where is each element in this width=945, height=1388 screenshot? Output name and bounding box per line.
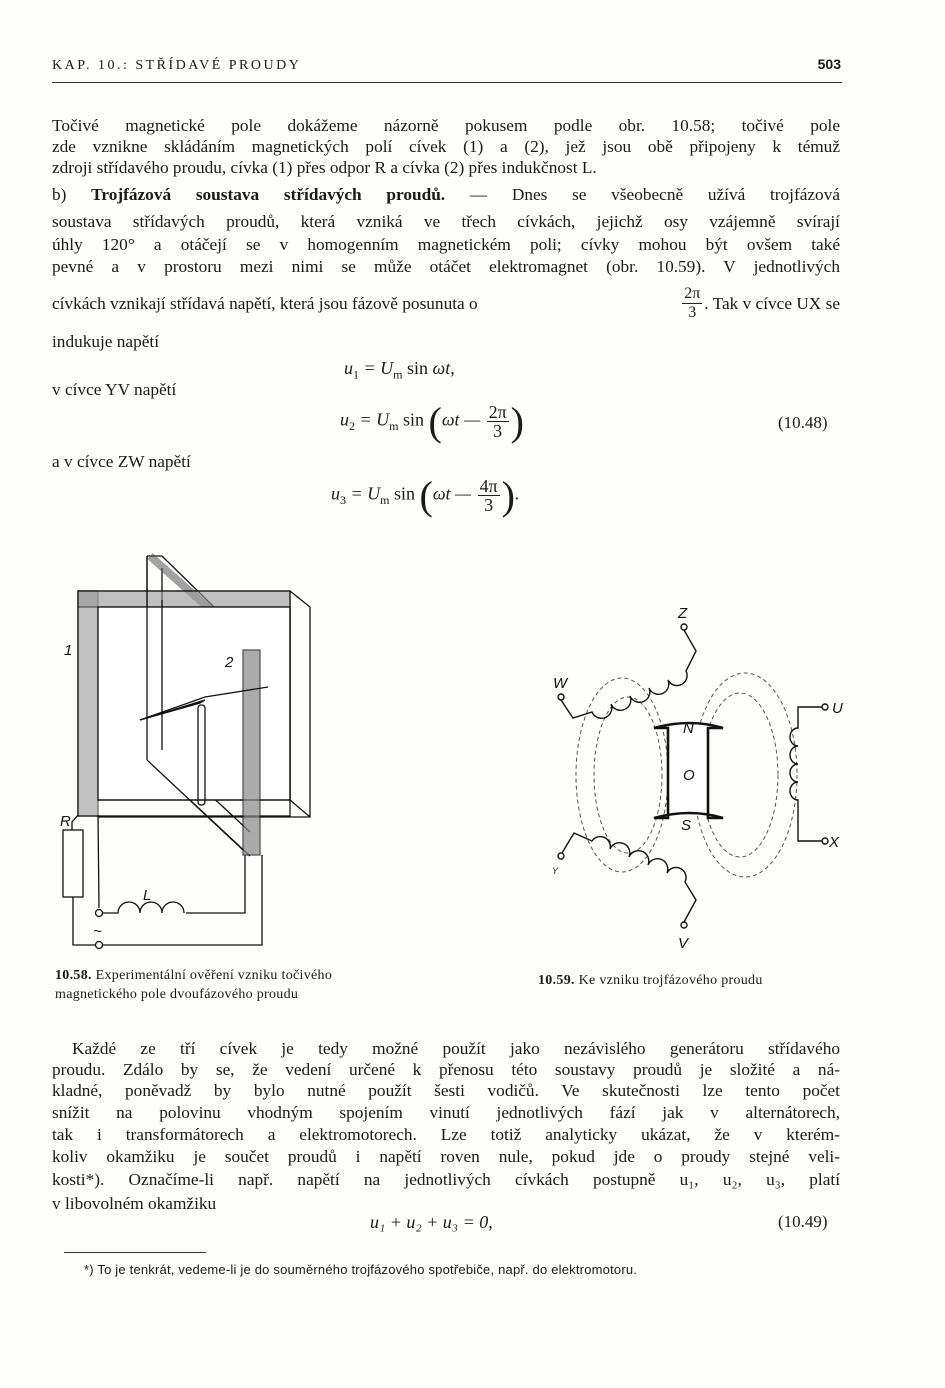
running-header: KAP. 10.: STŘÍDAVÉ PROUDY [52,58,302,73]
label-coil-2: 2 [225,654,234,671]
text-line: snížit na polovinu vhodným spojením vinutí jednotlivých fází jak v alternátorech, [52,1103,840,1122]
section-letter: b) [52,185,67,204]
equation-u1: $u_1 = U_m$ sin ωt, [344,358,455,382]
terminal-label-z: Z [678,605,688,622]
text-line: proudu. Zdálo by se, že vedení určené k přenosu této soustavy proudů je složité a ná- [52,1060,840,1079]
text-fragment: cívkách vznikají střídavá napětí, která jsou fázově posunuta o [52,293,478,313]
section-heading: Trojfázová soustava střídavých proudů. [91,185,446,204]
text-line: a v cívce ZW napětí [52,452,191,471]
label-resistor: R [60,813,71,830]
terminal-label-x: X [829,834,840,851]
text-line: soustava střídavých proudů, která vzniká ve třech cívkách, jejichž osy vzájemně svírají [52,212,840,231]
text-line: indukuje napětí [52,332,160,351]
label-inductor: L [143,887,152,904]
text-line: koliv okamžiku je součet proudů i napětí roven nule, pokud jde o proudy stejné veli- [52,1147,840,1166]
equation-sum: u₁ + u₂ + u₃ = 0, [370,1212,493,1232]
footnote: *) To je tenkrát, vedeme-li je do souměrného trojfázového spotřebiče, např. do elektromotoru. [84,1262,638,1277]
terminal-label-w: W [553,675,568,692]
terminal-label-y: Y [552,866,559,876]
caption-10-58: 10.58. Experimentální ověření vzniku točivého magnetického pole dvoufázového proudu [55,968,333,1002]
terminal-label-u: U [832,700,843,717]
text-line: kladné, poněvadž by bylo nutné použít šesti vodičů. Ve skutečnosti lze tento počet [52,1081,840,1100]
text-line: zde vznikne skládáním magnetických polí cívek (1) a (2), jež jsou obě připojeny k témuž [52,137,840,156]
footnote-rule [64,1252,206,1253]
fraction-denominator: 3 [688,304,697,321]
caption-10-59: 10.59. Ke vzniku trojfázového proudu [538,973,763,988]
text-line: kosti*). Označíme-li např. napětí na jednotlivých cívkách postupně u₁, u₂, u₃, platí [52,1170,840,1189]
equation-u3: $u_3 = U_m$ sin (ωt — $\frac{4\pi}{3}$ ). [331,473,520,518]
text-line: úhly 120° a otáčejí se v homogenním magnetickém poli; cívky mohou být ovšem také [52,235,840,254]
axis-label-o: O [683,767,695,784]
text-line: v cívce YV napětí [52,380,177,399]
label-coil-1: 1 [64,642,73,659]
text-line: Každé ze tří cívek je tedy možné použít jako nezávislého generátoru střídavého [72,1039,840,1058]
pole-label-s: S [681,817,692,834]
text-line: v libovolném okamžiku [52,1194,217,1213]
text-line: pevné a v prostoru mezi nimi se může otáčet elektromagnet (obr. 10.59). V jednotlivých [52,257,840,276]
text-line: Točivé magnetické pole dokážeme názorně pokusem podle obr. 10.58; točivé pole [52,116,840,135]
equation-number: (10.48) [778,413,828,432]
page-number: 503 [817,56,841,72]
label-ac-source: ~ [93,923,102,940]
fraction-numerator: 2π [684,285,701,302]
terminal-label-v: V [678,935,689,952]
text-fragment: . Tak v cívce UX se [704,293,840,313]
text-fragment: — Dnes se všeobecně užívá trojfázová [469,185,841,204]
equation-u2: $u_2 = U_m$ sin (ωt — $\frac{2\pi}{3}$ ) [340,399,524,444]
text-line: zdroji střídavého proudu, cívka (1) přes odpor R a cívka (2) přes indukčnost L. [52,158,597,177]
equation-number: (10.49) [778,1212,828,1231]
pole-label-n: N [683,720,694,737]
text-line: tak i transformátorech a elektromotorech. Lze totiž analyticky ukázat, že v kterém- [52,1125,840,1144]
